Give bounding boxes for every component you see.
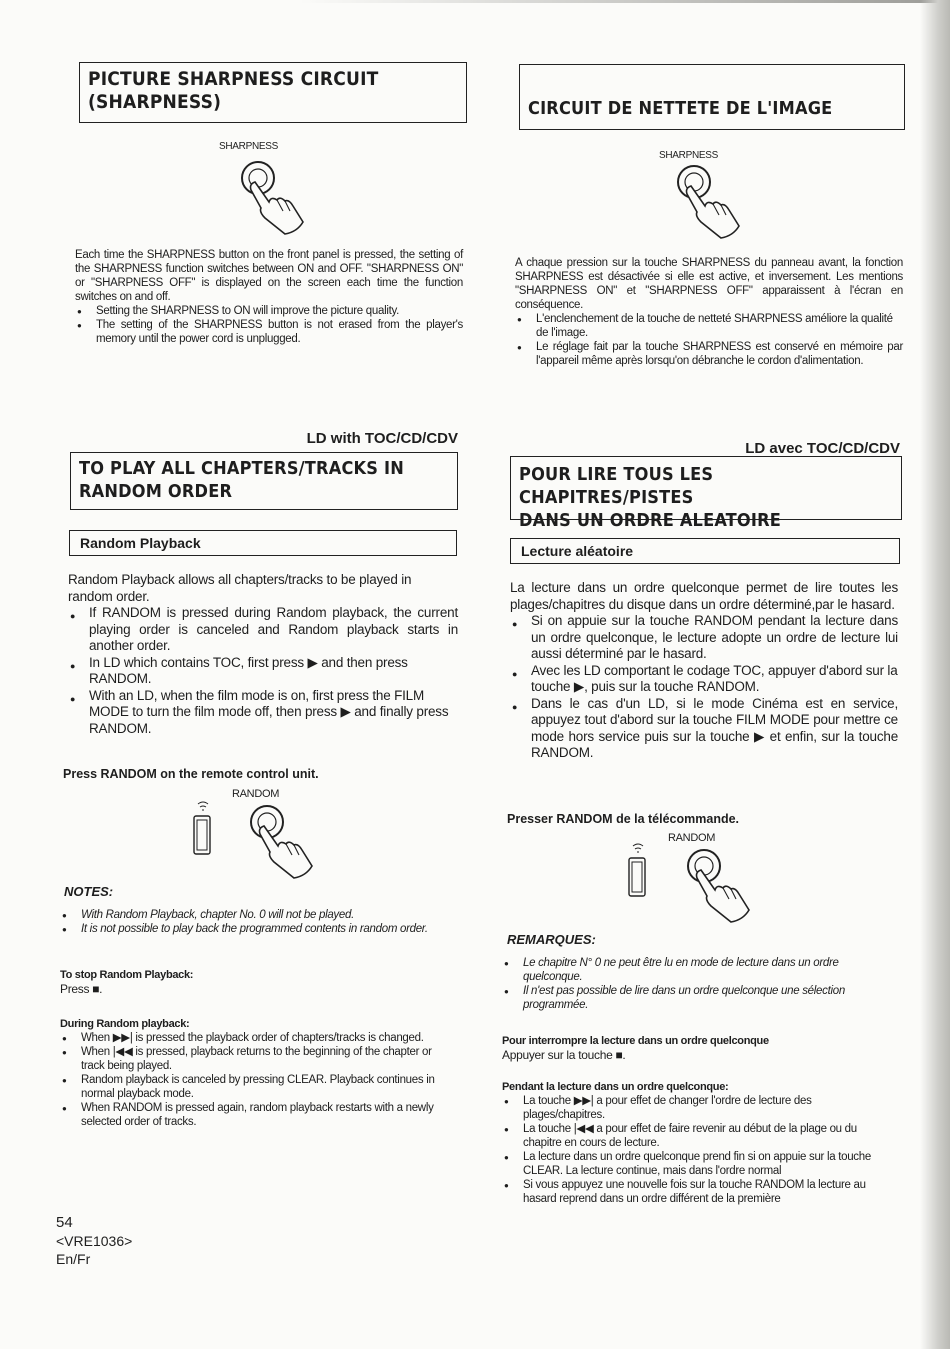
stop-random-text: Press ■. <box>60 982 103 996</box>
sharpness-bullet: ● Setting the SHARPNESS to ON will improve the picture quality. <box>75 304 463 318</box>
sharpness-button-label: SHARPNESS <box>219 141 278 152</box>
fr-note-item: ● Le chapitre N° 0 ne peut être lu en mode de lecture dans un ordre quelconque. <box>502 956 894 984</box>
fr-random-title-box <box>510 456 902 531</box>
fr-during-random-block <box>502 1080 890 1206</box>
hand-press-random-icon <box>241 804 331 884</box>
during-item: ● When RANDOM is pressed again, random playback restarts with a newly selected order of tracks. <box>60 1101 448 1129</box>
notes-list <box>60 908 452 936</box>
random-bullet: ● If RANDOM is pressed during Random playback, the current playing order is canceled and Random playback starts in another order. <box>68 605 458 655</box>
random-bullet: ● With an LD, when the film mode is on, first press the FILM MODE to turn the film mode off, then press ▶ and finally press RANDOM. <box>68 688 458 738</box>
fr-random-bullet: ● Avec les LD comportant le codage TOC, appuyer d'abord sur la touche ▶, puis sur la touche RANDOM. <box>510 663 898 696</box>
fr-hand-press-sharpness-icon <box>668 164 758 244</box>
fr-random-bullet: ● Dans le cas d'un LD, si le mode Cinéma est en service, appuyez tout d'abord sur la touche FILM MODE pour mettre ce mode hors service puis sur la touche ▶ et enfin, sur la touche RANDOM. <box>510 696 898 762</box>
fr-random-subtitle: Lecture aléatoire <box>521 543 634 559</box>
sharpness-body-text: Each time the SHARPNESS button on the front panel is pressed, the setting of the SHARPNESS function switches between ON and OFF. "SHARPNESS ON" or "SHARPNESS OFF" is displayed on the screen each time the function switches on and off. <box>75 249 463 303</box>
fr-random-title-line2: DANS UN ORDRE ALEATOIRE <box>519 510 782 531</box>
fr-random-intro: La lecture dans un ordre quelconque permet de lire toutes les plages/chapitres du disque dans un ordre déterminé,par le hasard. <box>510 580 898 612</box>
fr-notes-title: REMARQUES: <box>507 932 596 947</box>
note-item: ● It is not possible to play back the programmed contents in random order. <box>60 922 452 936</box>
fr-stop-random-text: Appuyer sur la touche ■. <box>502 1048 626 1062</box>
sharpness-title-line1: PICTURE SHARPNESS CIRCUIT <box>88 68 379 90</box>
random-subtitle: Random Playback <box>80 535 201 551</box>
press-random-line: Press RANDOM on the remote control unit. <box>63 767 319 781</box>
fr-random-subtitle-box <box>510 538 900 564</box>
fr-random-button-label: RANDOM <box>668 832 716 844</box>
fr-random-bullet: ● Si on appuie sur la touche RANDOM pendant la lecture dans un ordre quelconque, le lecture adopte un ordre de lecture lui aussi déterminé par le hasard. <box>510 613 898 663</box>
during-item: ● Random playback is canceled by pressing CLEAR. Playback continues in normal playback mode. <box>60 1073 448 1101</box>
fr-sharpness-body-text: A chaque pression sur la touche SHARPNESS du panneau avant, la fonction SHARPNESS est désactivée si elle est active, et inversement. Les mentions "SHARPNESS ON" et "SHARPNESS OFF" apparaissent à l'écran en conséquence. <box>515 257 903 311</box>
fr-sharpness-title: CIRCUIT DE NETTETE DE L'IMAGE <box>528 98 833 119</box>
during-item: ● When ▶▶| is pressed the playback order of chapters/tracks is changed. <box>60 1031 448 1045</box>
random-title-line1: TO PLAY ALL CHAPTERS/TRACKS IN <box>79 458 404 479</box>
language-code: En/Fr <box>56 1251 91 1267</box>
page-edge-line <box>300 0 950 3</box>
random-button-label: RANDOM <box>232 788 280 800</box>
page-footer <box>56 1214 132 1268</box>
random-title-box <box>70 452 458 510</box>
random-bullet: ● In LD which contains TOC, first press ▶ and then press RANDOM. <box>68 655 458 688</box>
page-number: 54 <box>56 1214 73 1231</box>
hand-press-sharpness-icon <box>225 156 315 236</box>
fr-random-heading: LD avec TOC/CD/CDV <box>745 440 900 457</box>
random-body <box>68 572 458 737</box>
fr-random-body <box>510 580 898 762</box>
fr-during-item: ● La lecture dans un ordre quelconque prend fin si on appuie sur la touche CLEAR. La lecture continue, mais dans l'ordre normal <box>502 1150 890 1178</box>
random-intro: Random Playback allows all chapters/tracks to be played in random order. <box>68 572 412 604</box>
fr-sharpness-bullet: ● L'enclenchement de la touche de netteté SHARPNESS améliore la qualité de l'image. <box>515 312 903 340</box>
fr-sharpness-button-label: SHARPNESS <box>659 150 718 161</box>
fr-sharpness-bullet: ● Le réglage fait par la touche SHARPNESS est conservé en mémoire par l'appareil même après lorsqu'on débranche le cordon d'alimentation. <box>515 340 903 368</box>
note-item: ● With Random Playback, chapter No. 0 will not be played. <box>60 908 452 922</box>
remote-control-icon <box>191 800 215 856</box>
fr-note-item: ● Il n'est pas possible de lire dans un ordre quelconque une sélection programmée. <box>502 984 894 1012</box>
page-binding-shadow <box>920 0 950 1349</box>
sharpness-title-line2: (SHARPNESS) <box>88 91 222 113</box>
during-random-title: During Random playback: <box>60 1018 190 1030</box>
fr-during-random-title: Pendant la lecture dans un ordre quelconque: <box>502 1081 729 1093</box>
random-subtitle-box <box>69 530 457 556</box>
fr-hand-press-random-icon <box>678 848 768 928</box>
fr-stop-random-title: Pour interrompre la lecture dans un ordre quelconque <box>502 1035 769 1047</box>
stop-random-title: To stop Random Playback: <box>60 969 194 981</box>
fr-random-title-line1: POUR LIRE TOUS LES CHAPITRES/PISTES <box>519 464 714 508</box>
random-heading: LD with TOC/CD/CDV <box>306 430 458 447</box>
fr-during-item: ● La touche ▶▶| a pour effet de changer l'ordre de lecture des plages/chapitres. <box>502 1094 890 1122</box>
fr-press-random-line: Presser RANDOM de la télécommande. <box>507 812 740 826</box>
fr-sharpness-title-box <box>519 64 905 130</box>
fr-during-item: ● La touche |◀◀ a pour effet de faire revenir au début de la plage ou du chapitre en cours de lecture. <box>502 1122 890 1150</box>
during-item: ● When |◀◀ is pressed, playback returns to the beginning of the chapter or track being played. <box>60 1045 448 1073</box>
fr-notes-list <box>502 956 894 1012</box>
model-code: <VRE1036> <box>56 1233 133 1249</box>
fr-sharpness-body <box>515 256 903 368</box>
during-random-block <box>60 1017 448 1129</box>
fr-during-item: ● Si vous appuyez une nouvelle fois sur la touche RANDOM la lecture au hasard reprend dans un ordre différent de la première <box>502 1178 890 1206</box>
notes-title: NOTES: <box>64 884 114 899</box>
stop-random-block <box>60 968 452 996</box>
sharpness-title-box <box>79 62 467 123</box>
random-title-line2: RANDOM ORDER <box>79 481 233 502</box>
sharpness-body <box>75 248 463 346</box>
fr-remote-control-icon <box>626 842 650 898</box>
sharpness-bullet: ● The setting of the SHARPNESS button is not erased from the player's memory until the power cord is unplugged. <box>75 318 463 346</box>
fr-stop-random-block <box>502 1034 894 1062</box>
